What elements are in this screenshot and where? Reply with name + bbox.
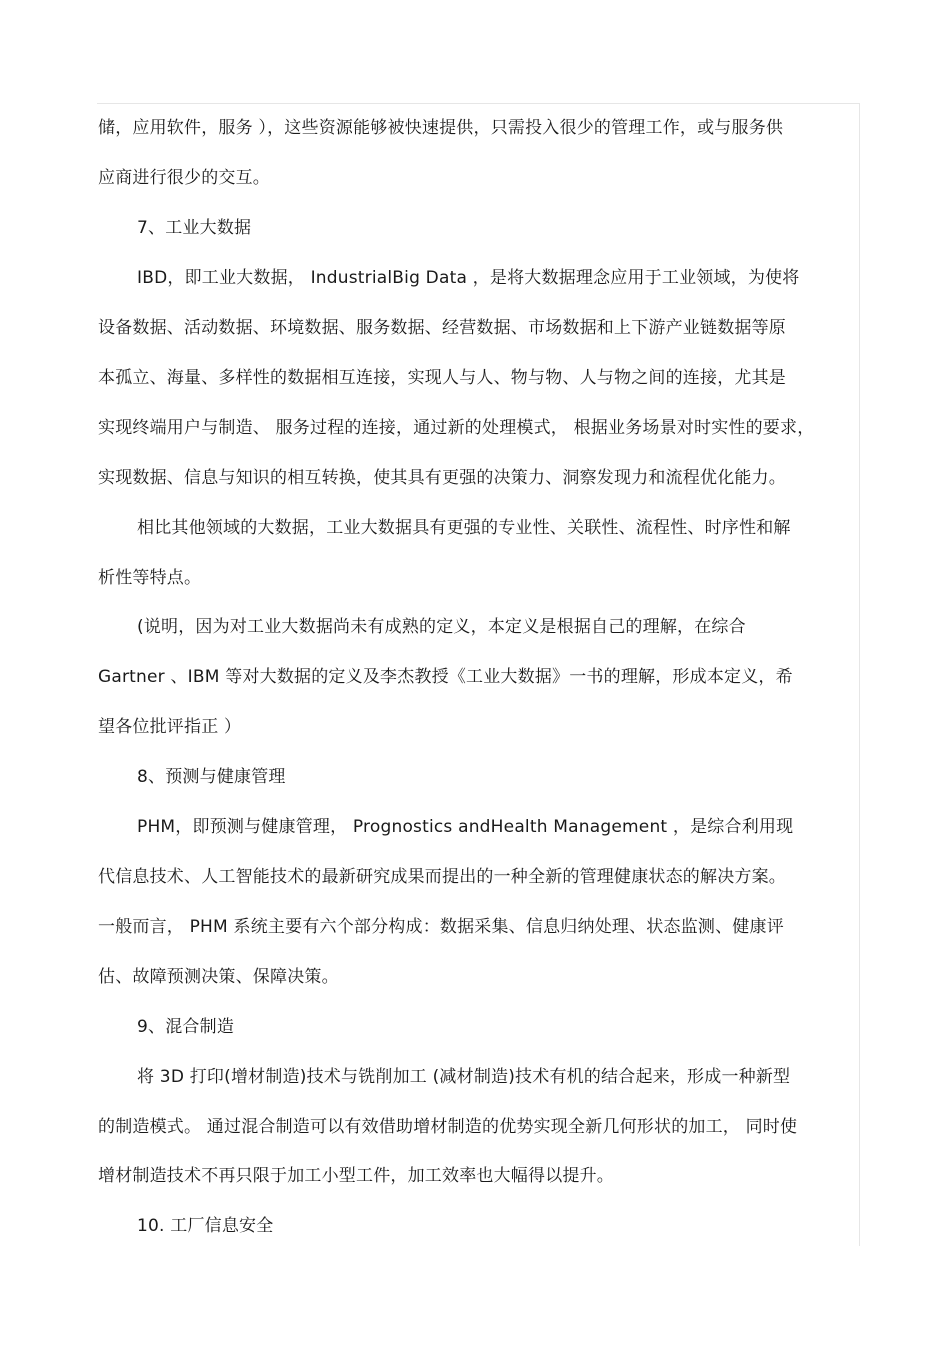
paragraph-line: 设备数据、活动数据、环境数据、服务数据、经营数据、市场数据和上下游产业链数据等原 <box>98 318 786 338</box>
section-heading-factory-info-security: 10. 工厂信息安全 <box>137 1216 274 1236</box>
section-heading-phm: 8、预测与健康管理 <box>137 767 286 787</box>
paragraph-line: 一般而言， PHM 系统主要有六个部分构成：数据采集、信息归纳处理、状态监测、健康评 <box>98 917 784 937</box>
paragraph-line: Gartner 、IBM 等对大数据的定义及李杰教授《工业大数据》一书的理解，形成本定义，希 <box>98 667 793 687</box>
paragraph-line: 实现终端用户与制造、 服务过程的连接，通过新的处理模式， 根据业务场景对时实性的要求， <box>98 418 815 438</box>
paragraph-line: PHM，即预测与健康管理， Prognostics andHealth Management ，是综合利用现 <box>137 817 794 837</box>
paragraph-line: 增材制造技术不再只限于加工小型工件，加工效率也大幅得以提升。 <box>98 1166 614 1186</box>
paragraph-line: 析性等特点。 <box>98 568 202 588</box>
paragraph-line: 本孤立、海量、多样性的数据相互连接，实现人与人、物与物、人与物之间的连接，尤其是 <box>98 368 786 388</box>
paragraph-line: 的制造模式。 通过混合制造可以有效借助增材制造的优势实现全新几何形状的加工， 同时使 <box>98 1117 798 1137</box>
paragraph-line: 将 3D 打印(增材制造)技术与铣削加工 (减材制造)技术有机的结合起来，形成一种新型 <box>137 1067 791 1087</box>
paragraph-line: (说明，因为对工业大数据尚未有成熟的定义，本定义是根据自己的理解，在综合 <box>137 617 746 637</box>
section-heading-industrial-big-data: 7、工业大数据 <box>137 218 252 238</box>
paragraph-line: 相比其他领域的大数据，工业大数据具有更强的专业性、关联性、流程性、时序性和解 <box>137 518 791 538</box>
paragraph-line: 估、故障预测决策、保障决策。 <box>98 967 339 987</box>
paragraph-line: 望各位批评指正 ） <box>98 717 242 737</box>
paragraph-line: 代信息技术、人工智能技术的最新研究成果而提出的一种全新的管理健康状态的解决方案。 <box>98 867 786 887</box>
paragraph-line: 实现数据、信息与知识的相互转换，使其具有更强的决策力、洞察发现力和流程优化能力。 <box>98 468 786 488</box>
section-heading-hybrid-manufacturing: 9、混合制造 <box>137 1017 235 1037</box>
paragraph-line: 储，应用软件，服务 ），这些资源能够被快速提供，只需投入很少的管理工作，或与服务供 <box>98 118 784 138</box>
paragraph-line: 应商进行很少的交互。 <box>98 168 270 188</box>
paragraph-line: IBD，即工业大数据， IndustrialBig Data ，是将大数据理念应用于工业领域，为使将 <box>137 268 800 288</box>
